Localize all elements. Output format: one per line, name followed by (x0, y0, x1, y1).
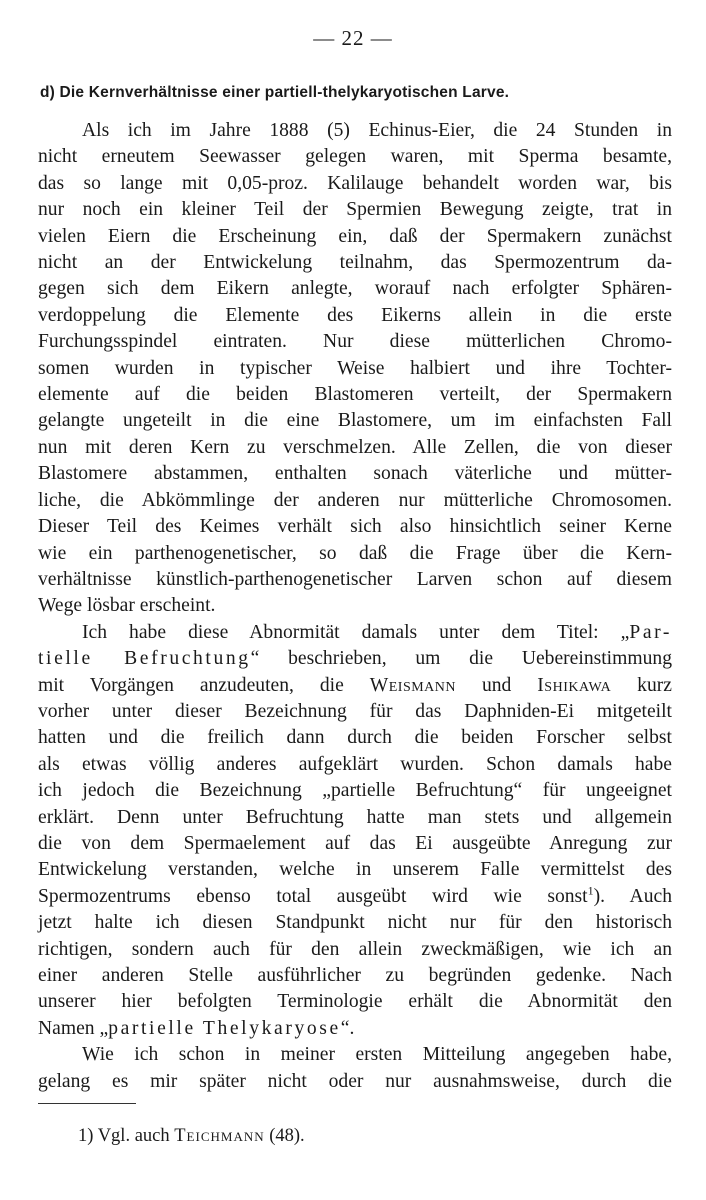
text-line: vielen Eiern die Erscheinung ein, daß der Spermakern zunächst (38, 225, 672, 247)
text-line: Spermozentrums ebenso total ausgeübt wird wie sonst$^1$). Auch (38, 883, 673, 907)
text-line: somen wurden in typischer Weise halbiert und ihre Tochter- (38, 357, 672, 379)
text-line: gelangte ungeteilt in die eine Blastomere, um im einfachsten Fall (38, 410, 672, 432)
author-name: Teichmann (174, 1126, 265, 1146)
emphasis-spaced: partielle Thelykaryose (108, 1017, 341, 1039)
text-line: die von dem Spermaelement auf das Ei ausgeübte Anregung zur (38, 832, 672, 854)
text-line: nur noch ein kleiner Teil der Spermien Bewegung zeigte, trat in (38, 199, 672, 221)
text-line: Namen „partielle Thelykaryose“. (38, 1017, 355, 1039)
emphasis-spaced: Par- (629, 621, 672, 643)
text-line: liche, die Abkömmlinge der anderen nur mütterliche Chromosomen. (38, 489, 672, 511)
text-line: wie ein parthenogenetischer, so daß die Frage über die Kern- (38, 542, 672, 564)
text-line: jetzt halte ich diesen Standpunkt nicht nur für den historisch (38, 912, 672, 934)
text-line: Wege lösbar erscheint. (38, 595, 216, 617)
text-line: tielle Befruchtung“ beschrieben, um die Uebereinstimmung (38, 648, 673, 670)
page-number: — 22 — (313, 26, 393, 50)
text-line: elemente auf die beiden Blastomeren verteilt, der Spermakern (38, 384, 672, 406)
footnote-divider (38, 1103, 136, 1104)
text-line: Entwickelung verstanden, welche in unserem Falle vermittelst des (38, 859, 672, 881)
text-line: Ich habe diese Abnormität damals unter dem Titel: „Par- (82, 621, 672, 643)
text-line: Furchungsspindel eintraten. Nur diese mütterlichen Chromo- (38, 331, 672, 353)
text-line: nicht erneutem Seewasser gelegen waren, mit Sperma besamte, (38, 146, 672, 168)
footnote: 1) Vgl. auch Teichmann (48). (78, 1126, 305, 1146)
text-line: gelang es mir später nicht oder nur ausnahmsweise, durch die (38, 1070, 672, 1092)
text-line: als etwas völlig anderes aufgeklärt wurden. Schon damals habe (38, 753, 672, 775)
text-line: Als ich im Jahre 1888 (5) Echinus-Eier, die 24 Stunden in (82, 120, 672, 141)
paragraph (38, 1042, 672, 1095)
body-text (38, 118, 672, 1095)
text-line: Blastomere abstammen, enthalten sonach väterliche und mütter- (38, 463, 672, 485)
text-line: unserer hier befolgten Terminologie erhält die Abnormität den (38, 991, 672, 1013)
text-line: erklärt. Denn unter Befruchtung hatte man stets und allgemein (38, 806, 672, 828)
text-line: Wie ich schon in meiner ersten Mitteilung angegeben habe, (82, 1044, 672, 1066)
text-line: Dieser Teil des Keimes verhält sich also hinsichtlich seiner Kerne (38, 516, 672, 538)
text-line: richtigen, sondern auch für den allein zweckmäßigen, wie ich an (38, 938, 672, 960)
text-line: einer anderen Stelle ausführlicher zu begründen gedenke. Nach (38, 965, 672, 986)
text-line: vorher unter dieser Bezeichnung für das Daphniden-Ei mitgeteilt (38, 700, 672, 722)
text-line: verhältnisse künstlich-parthenogenetischer Larven schon auf diesem (38, 568, 672, 590)
section-heading: d) Die Kernverhältnisse einer partiell-thelykaryotischen Larve. (40, 84, 510, 101)
text-line: das so lange mit 0,05-proz. Kalilauge behandelt worden war, bis (38, 172, 672, 194)
author-name: Ishikawa (537, 674, 612, 696)
emphasis-spaced: tielle Befruchtung (38, 648, 251, 670)
text-line: verdoppelung die Elemente des Eikerns allein in die erste (38, 304, 672, 326)
footnote-marker[interactable]: 1 (587, 883, 594, 898)
text-line: hatten und die freilich dann durch die beiden Forscher selbst (38, 727, 672, 749)
text-line: ich jedoch die Bezeichnung „partielle Befruchtung“ für ungeeignet (38, 780, 672, 802)
text-line: mit Vorgängen anzudeuten, die Weismann und Ishikawa kurz (38, 674, 672, 696)
paragraph (38, 620, 672, 1043)
paragraph (38, 118, 672, 620)
author-name: Weismann (369, 674, 457, 696)
text-line: nun mit deren Kern zu verschmelzen. Alle Zellen, die von dieser (38, 436, 672, 458)
text-line: nicht an der Entwickelung teilnahm, das Spermozentrum da- (38, 252, 672, 274)
text-line: gegen sich dem Eikern anlegte, worauf nach erfolgter Sphären- (38, 278, 672, 300)
